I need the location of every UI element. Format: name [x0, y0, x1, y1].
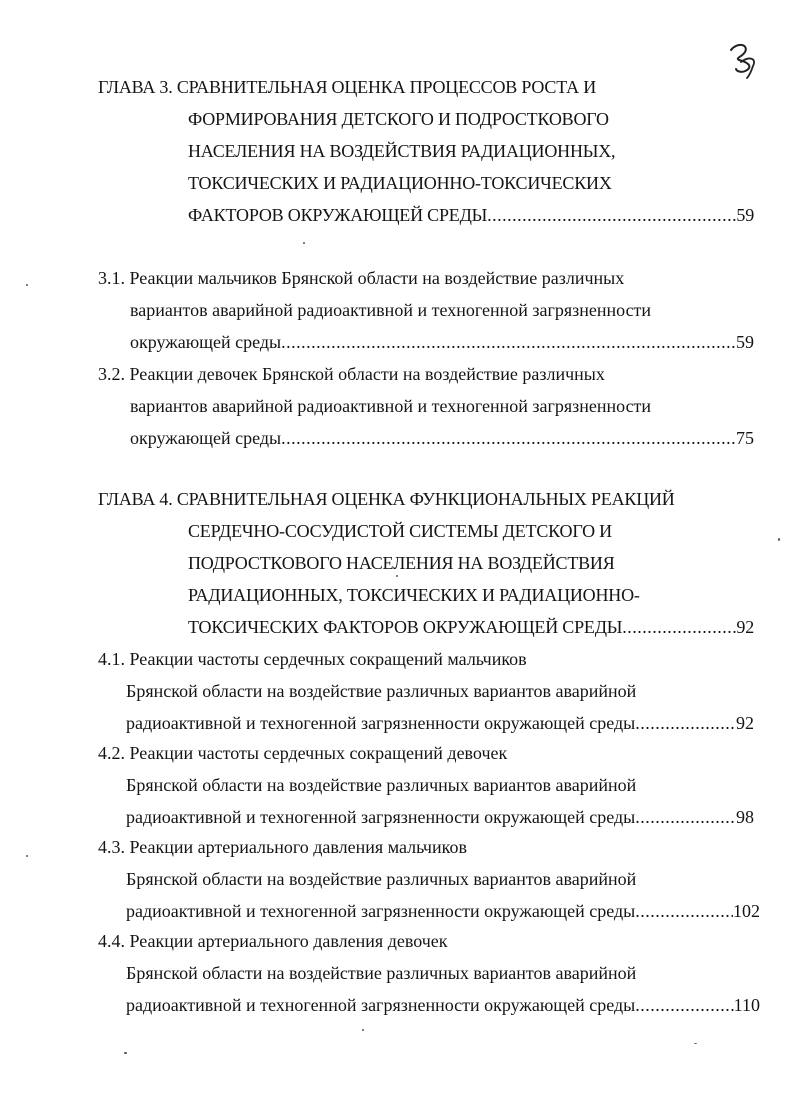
s3-1-toc-entry[interactable] [130, 331, 754, 353]
chapter3-heading-line-5: ФАКТОРОВ ОКРУЖАЮЩЕЙ СРЕДЫ [188, 205, 488, 225]
s4-2-line-1: 4.2. Реакции частоты сердечных сокращений девочек [98, 743, 508, 763]
s4-3-line-1: 4.3. Реакции артериального давления мальчиков [98, 837, 467, 857]
s4-3-toc-entry[interactable] [126, 900, 760, 922]
leader-dots [622, 616, 736, 638]
s4-1-line-2: Брянской области на воздействие различных вариантов аварийной [126, 681, 637, 701]
s4-2-toc-entry[interactable] [126, 806, 754, 828]
s4-1-line-1: 4.1. Реакции частоты сердечных сокращений мальчиков [98, 649, 527, 669]
chapter4-heading-line-5: ТОКСИЧЕСКИХ ФАКТОРОВ ОКРУЖАЮЩЕЙ СРЕДЫ [188, 617, 623, 637]
s3-2-line-2: вариантов аварийной радиоактивной и техногенной загрязненности [130, 396, 652, 416]
scan-speck [778, 538, 780, 541]
scan-speck [26, 284, 28, 286]
s4-4-line-1: 4.4. Реакции артериального давления девочек [98, 931, 448, 951]
chapter3-heading-line-1: ГЛАВА 3. СРАВНИТЕЛЬНАЯ ОЦЕНКА ПРОЦЕССОВ РОСТА И [98, 77, 597, 97]
scan-speck [124, 1052, 127, 1054]
s4-1-page-number: 92 [736, 713, 754, 733]
s4-4-line-2: Брянской области на воздействие различных вариантов аварийной [126, 963, 637, 983]
chapter3-heading-line-2: ФОРМИРОВАНИЯ ДЕТСКОГО И ПОДРОСТКОВОГО [188, 109, 609, 129]
leader-dots [635, 712, 736, 734]
scan-speck [362, 1029, 364, 1031]
s3-1-page-number: 59 [736, 332, 754, 352]
s3-2-line-3: окружающей среды [130, 428, 282, 448]
s3-1-line-1: 3.1. Реакции мальчиков Брянской области на воздействие различных [98, 268, 625, 288]
s4-3-line-2: Брянской области на воздействие различных вариантов аварийной [126, 869, 637, 889]
handwritten-page-mark [727, 40, 761, 80]
scan-speck [694, 1043, 697, 1044]
scan-speck [26, 855, 28, 857]
s4-4-line-3: радиоактивной и техногенной загрязненности окружающей среды [126, 995, 636, 1015]
s4-3-page-number: 102 [733, 901, 760, 921]
leader-dots [635, 994, 733, 1016]
s4-1-line-3: радиоактивной и техногенной загрязненности окружающей среды [126, 713, 636, 733]
scan-speck [303, 242, 305, 244]
scan-speck [396, 575, 398, 577]
leader-dots [281, 331, 736, 353]
s4-2-line-2: Брянской области на воздействие различных вариантов аварийной [126, 775, 637, 795]
chapter3-heading-line-4: ТОКСИЧЕСКИХ И РАДИАЦИОННО-ТОКСИЧЕСКИХ [188, 173, 612, 193]
s4-1-toc-entry[interactable] [126, 712, 754, 734]
s3-1-line-2: вариантов аварийной радиоактивной и техногенной загрязненности [130, 300, 652, 320]
s4-4-toc-entry[interactable] [126, 994, 760, 1016]
chapter4-heading-line-4: РАДИАЦИОННЫХ, ТОКСИЧЕСКИХ И РАДИАЦИОННО- [188, 585, 640, 605]
s3-1-line-3: окружающей среды [130, 332, 282, 352]
s3-2-line-1: 3.2. Реакции девочек Брянской области на воздействие различных [98, 364, 605, 384]
chapter3-toc-entry[interactable] [188, 204, 754, 226]
s4-4-page-number: 110 [733, 995, 760, 1015]
chapter3-heading-line-3: НАСЕЛЕНИЯ НА ВОЗДЕЙСТВИЯ РАДИАЦИОННЫХ, [188, 141, 616, 161]
chapter4-heading-line-1: ГЛАВА 4. СРАВНИТЕЛЬНАЯ ОЦЕНКА ФУНКЦИОНАЛЬНЫХ РЕАКЦИЙ [98, 489, 675, 509]
s4-3-line-3: радиоактивной и техногенной загрязненности окружающей среды [126, 901, 636, 921]
leader-dots [281, 427, 736, 449]
leader-dots [487, 204, 736, 226]
chapter4-heading-line-2: СЕРДЕЧНО-СОСУДИСТОЙ СИСТЕМЫ ДЕТСКОГО И [188, 521, 612, 541]
s3-2-toc-entry[interactable] [130, 427, 754, 449]
chapter4-toc-entry[interactable] [188, 616, 754, 638]
s4-2-page-number: 98 [736, 807, 754, 827]
chapter3-page-number: 59 [736, 205, 754, 225]
chapter4-page-number: 92 [736, 617, 754, 637]
s4-2-line-3: радиоактивной и техногенной загрязненности окружающей среды [126, 807, 636, 827]
leader-dots [635, 806, 736, 828]
chapter4-heading-line-3: ПОДРОСТКОВОГО НАСЕЛЕНИЯ НА ВОЗДЕЙСТВИЯ [188, 553, 615, 573]
s3-2-page-number: 75 [736, 428, 754, 448]
leader-dots [635, 900, 733, 922]
